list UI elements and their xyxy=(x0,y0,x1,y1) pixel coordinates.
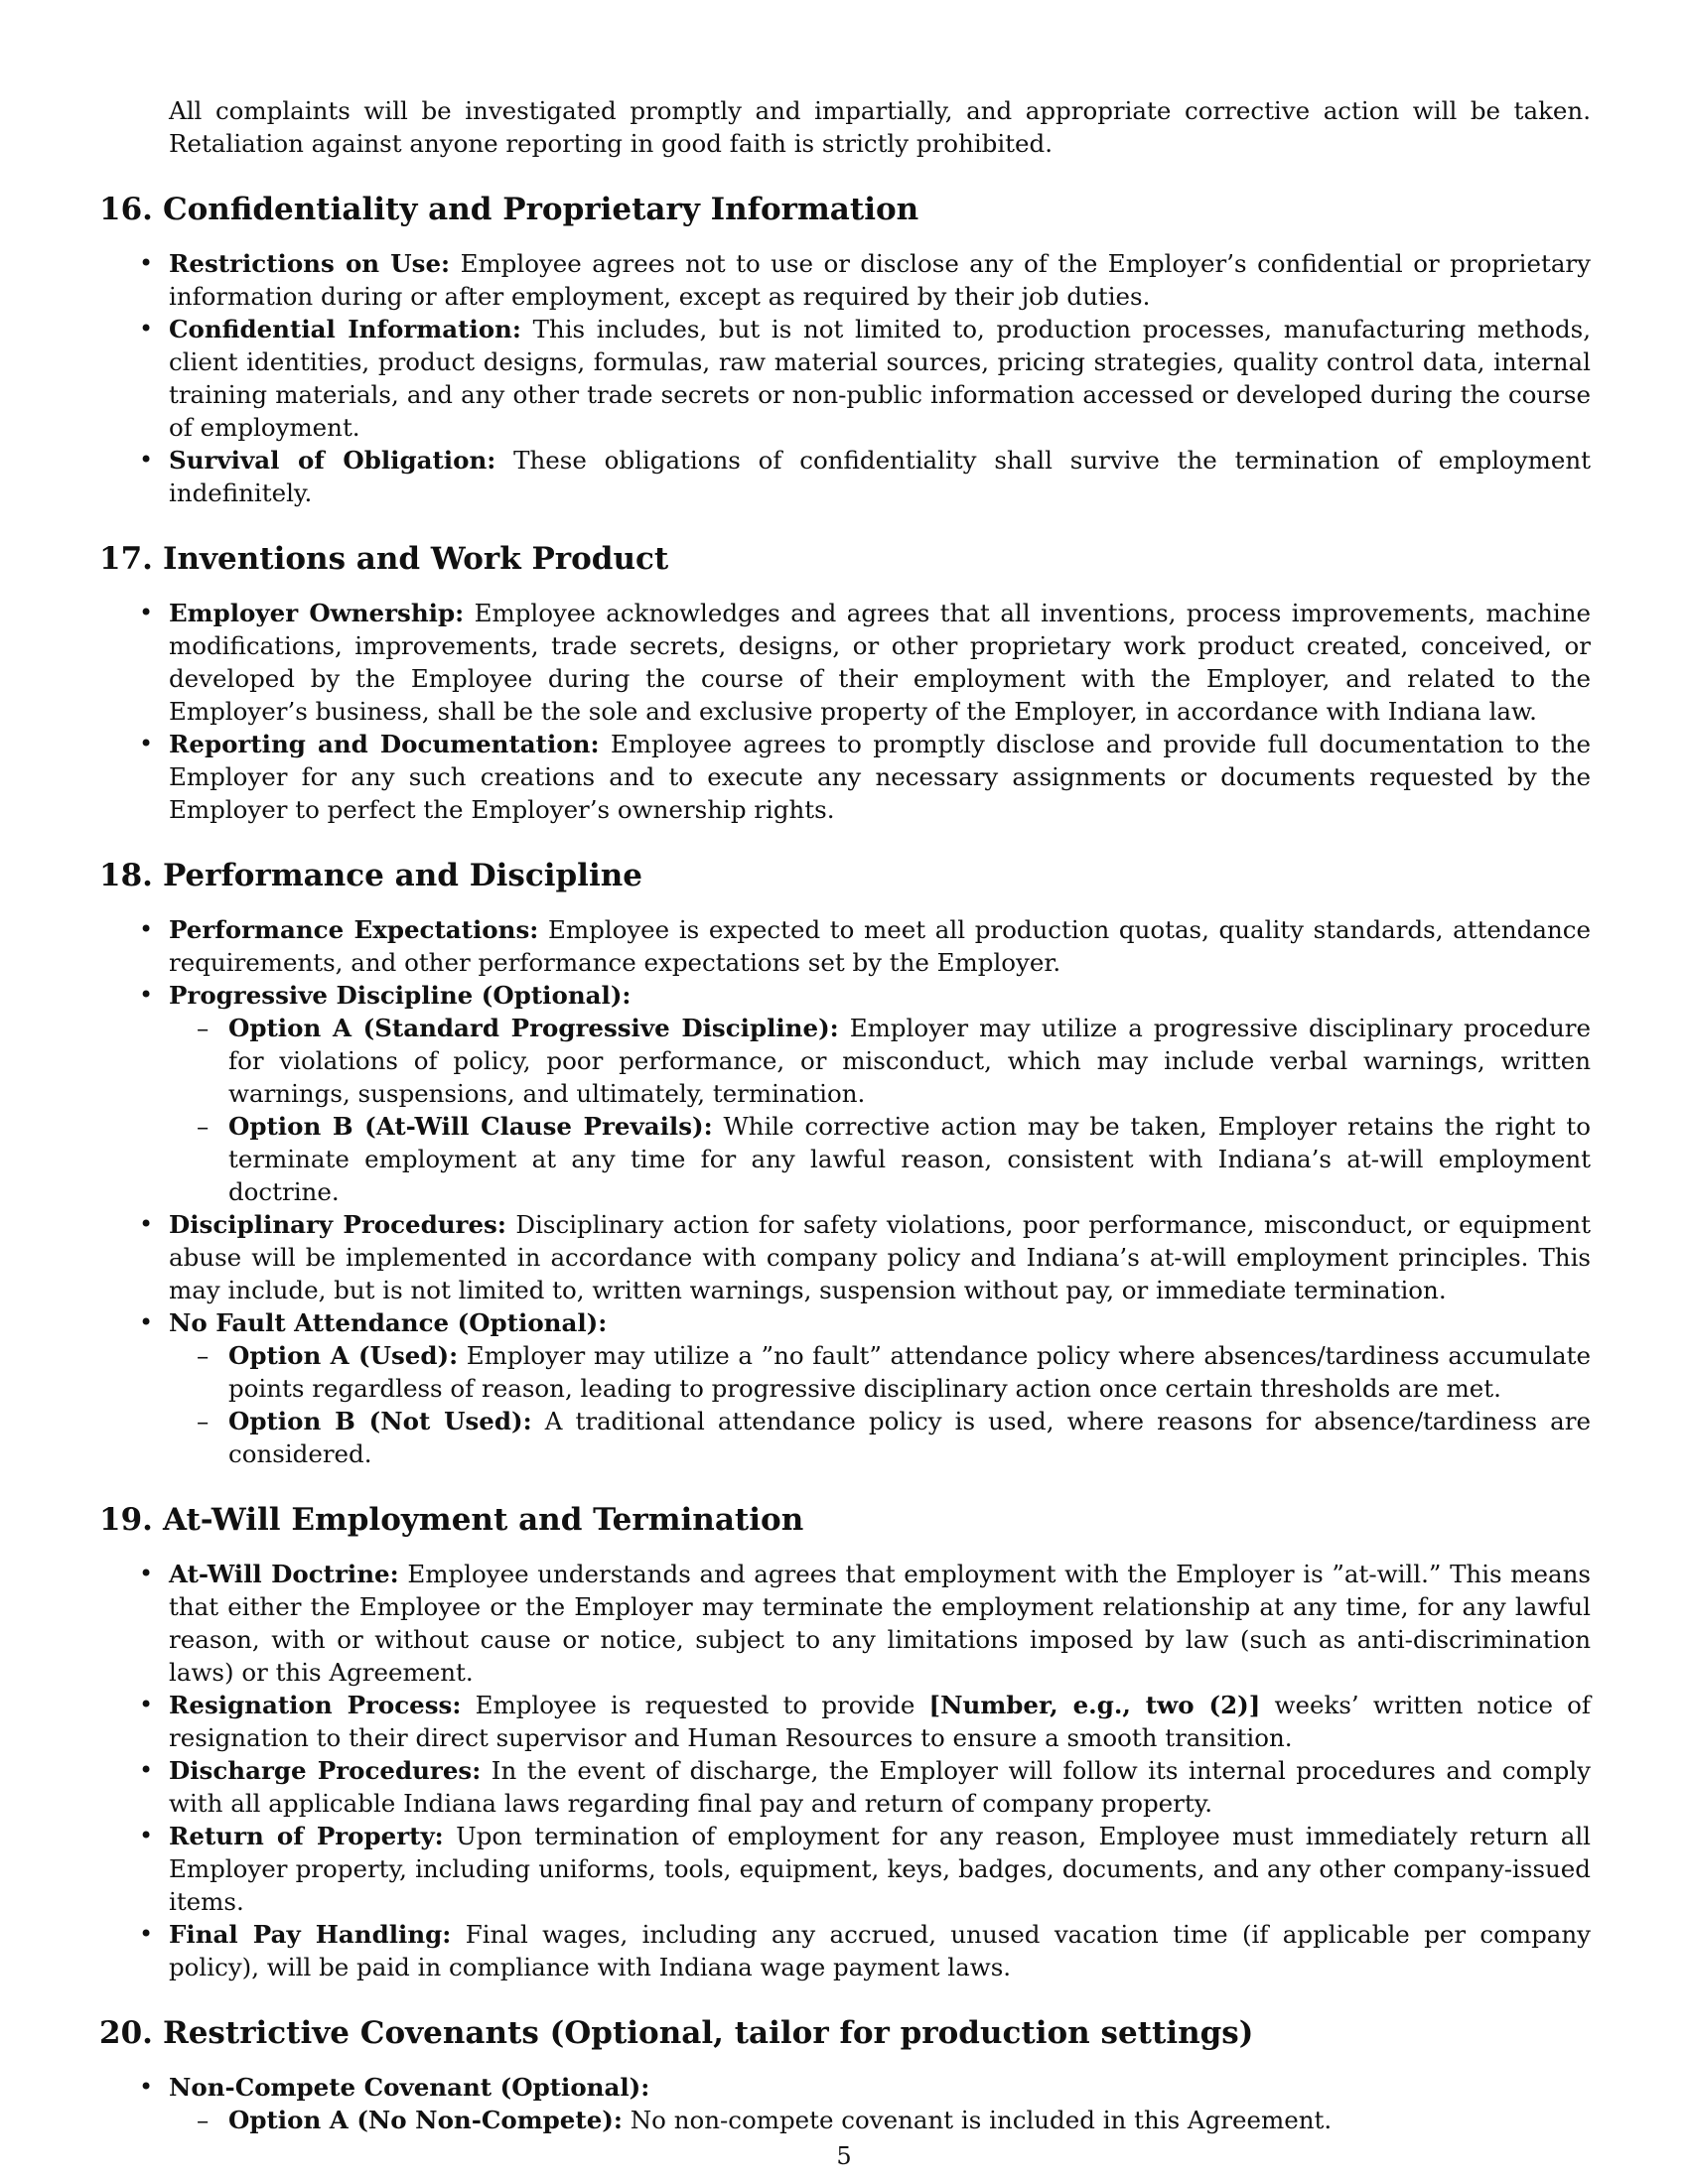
sub-item-text: Employer may utilize a progressive disciplinary procedure for violations of policy, poor performance, or misconduct, which may include verbal warnings, written warnings, suspensions, and ultimately, termination. xyxy=(228,1014,1591,1108)
item-text: Employee agrees not to use or disclose any of the Employer’s confidential or proprietary information during or after employment, except as required by their job duties. xyxy=(169,249,1591,311)
list-item xyxy=(169,728,1591,826)
list-item xyxy=(169,913,1591,979)
item-label: Survival of Obligation: xyxy=(169,446,496,475)
sub-list-item xyxy=(228,1405,1591,1470)
item-label: Progressive Discipline (Optional): xyxy=(169,981,632,1010)
item-text: Employee is expected to meet all production quotas, quality standards, attendance requirements, and other performance expectations set by the Employer. xyxy=(169,915,1592,977)
section-number: 17. xyxy=(99,541,153,577)
intro-paragraph: All complaints will be investigated promptly and impartially, and appropriate corrective action will be taken. Retaliation against anyone reporting in good faith is strictly prohibited. xyxy=(169,96,1591,158)
sub-list-item xyxy=(228,1110,1591,1208)
section-number: 16. xyxy=(99,192,153,227)
list-item xyxy=(169,597,1591,728)
item-text: weeks’ written notice of resignation to their direct supervisor and Human Resources to ensure a smooth transition. xyxy=(169,1691,1591,1752)
section-20-list xyxy=(99,2071,1591,2136)
item-label: Disciplinary Procedures: xyxy=(169,1210,506,1239)
item-label: Restrictions on Use: xyxy=(169,249,451,278)
document-page xyxy=(99,94,1591,2136)
placeholder-field: [Number, e.g., two (2)] xyxy=(928,1691,1261,1719)
sub-item-label: Option A (No Non-Compete): xyxy=(228,2106,623,2134)
section-number: 19. xyxy=(99,1502,153,1538)
page-number: 5 xyxy=(836,2142,852,2170)
list-item xyxy=(169,1754,1591,1820)
list-item xyxy=(169,1558,1591,1689)
item-text: This includes, but is not limited to, production processes, manufacturing methods, client identities, product designs, formulas, raw material sources, pricing strategies, quality control data, internal training materials, and any other trade secrets or non-public information accessed or developed during the course of employment. xyxy=(169,315,1591,442)
sub-list-item xyxy=(228,1012,1591,1110)
item-label: At-Will Doctrine: xyxy=(169,1560,399,1588)
section-title: Performance and Discipline xyxy=(162,858,642,893)
sub-item-text: Employer may utilize a ”no fault” attendance policy where absences/tardiness accumulate points regardless of reason, leading to progressive disciplinary action once certain thresholds are met. xyxy=(228,1341,1591,1403)
sub-item-label: Option A (Standard Progressive Discipline): xyxy=(228,1014,839,1042)
sub-list xyxy=(169,1339,1591,1470)
item-text: Employee understands and agrees that employment with the Employer is ”at-will.” This means that either the Employee or the Employer may terminate the employment relationship at any time, for any lawful reason, with or without cause or notice, subject to any limitations imposed by law (such as anti-discrimination laws) or this Agreement. xyxy=(169,1560,1591,1687)
section-title: At-Will Employment and Termination xyxy=(162,1502,804,1538)
section-17-list xyxy=(99,597,1591,826)
list-item xyxy=(169,1689,1591,1754)
section-title: Confidentiality and Proprietary Information xyxy=(162,192,919,227)
section-title: Inventions and Work Product xyxy=(162,541,669,577)
sub-list-item xyxy=(228,2104,1591,2136)
item-label: Resignation Process: xyxy=(169,1691,462,1719)
item-label: No Fault Attendance (Optional): xyxy=(169,1308,608,1337)
sub-list xyxy=(169,1012,1591,1208)
list-item xyxy=(169,1208,1591,1306)
sub-item-label: Option B (Not Used): xyxy=(228,1407,532,1435)
section-16-list xyxy=(99,247,1591,509)
item-label: Discharge Procedures: xyxy=(169,1756,482,1785)
item-label: Reporting and Documentation: xyxy=(169,730,600,758)
sub-item-text: No non-compete covenant is included in this Agreement. xyxy=(630,2106,1333,2134)
item-label: Non-Compete Covenant (Optional): xyxy=(169,2073,650,2102)
item-label: Return of Property: xyxy=(169,1822,444,1850)
section-title: Restrictive Covenants (Optional, tailor for production settings) xyxy=(162,2015,1254,2051)
list-item xyxy=(169,1918,1591,1983)
section-number: 18. xyxy=(99,858,153,893)
section-heading-20 xyxy=(99,2013,1591,2053)
list-item xyxy=(169,1306,1591,1470)
sub-item-text: While corrective action may be taken, Employer retains the right to terminate employment at any time for any lawful reason, consistent with Indiana’s at-will employment doctrine. xyxy=(228,1112,1591,1206)
list-item xyxy=(169,247,1591,313)
item-text: Employee acknowledges and agrees that all inventions, process improvements, machine modifications, improvements, trade secrets, designs, or other proprietary work product created, conceived, or developed by the Employee during the course of their employment with the Employer, and related to the Employer’s business, shall be the sole and exclusive property of the Employer, in accordance with Indiana law. xyxy=(169,599,1591,726)
item-text: Upon termination of employment for any reason, Employee must immediately return all Employer property, including uniforms, tools, equipment, keys, badges, documents, and any other company-issued items. xyxy=(169,1822,1591,1916)
item-text: Final wages, including any accrued, unused vacation time (if applicable per company policy), will be paid in compliance with Indiana wage payment laws. xyxy=(169,1920,1592,1981)
section-number: 20. xyxy=(99,2015,153,2051)
section-heading-18 xyxy=(99,856,1591,895)
list-item xyxy=(169,444,1591,509)
sub-item-text: A traditional attendance policy is used, where reasons for absence/tardiness are considered. xyxy=(228,1407,1591,1468)
item-text: These obligations of confidentiality shall survive the termination of employment indefinitely. xyxy=(169,446,1592,507)
item-label: Employer Ownership: xyxy=(169,599,465,627)
section-19-list xyxy=(99,1558,1591,1983)
sub-item-label: Option B (At-Will Clause Prevails): xyxy=(228,1112,713,1141)
item-label: Final Pay Handling: xyxy=(169,1920,452,1949)
section-heading-19 xyxy=(99,1500,1591,1540)
list-item xyxy=(169,979,1591,1208)
section-heading-16 xyxy=(99,190,1591,229)
item-label: Confidential Information: xyxy=(169,315,521,343)
item-text: In the event of discharge, the Employer will follow its internal procedures and comply with all applicable Indiana laws regarding final pay and return of company property. xyxy=(169,1756,1591,1818)
sub-item-label: Option A (Used): xyxy=(228,1341,459,1370)
list-item xyxy=(169,2071,1591,2136)
sub-list xyxy=(169,2104,1591,2136)
list-item xyxy=(169,313,1591,444)
list-item xyxy=(169,1820,1591,1918)
item-text: Employee is requested to provide xyxy=(475,1691,929,1719)
sub-list-item xyxy=(228,1339,1591,1405)
section-18-list xyxy=(99,913,1591,1470)
item-text: Disciplinary action for safety violations, poor performance, misconduct, or equipment abuse will be implemented in accordance with company policy and Indiana’s at-will employment principles. This may include, but is not limited to, written warnings, suspension without pay, or immediate termination. xyxy=(169,1210,1591,1304)
item-text: Employee agrees to promptly disclose and provide full documentation to the Employer for any such creations and to execute any necessary assignments or documents requested by the Employer to perfect the Employer’s ownership rights. xyxy=(169,730,1591,824)
item-label: Performance Expectations: xyxy=(169,915,539,944)
section-heading-17 xyxy=(99,539,1591,579)
